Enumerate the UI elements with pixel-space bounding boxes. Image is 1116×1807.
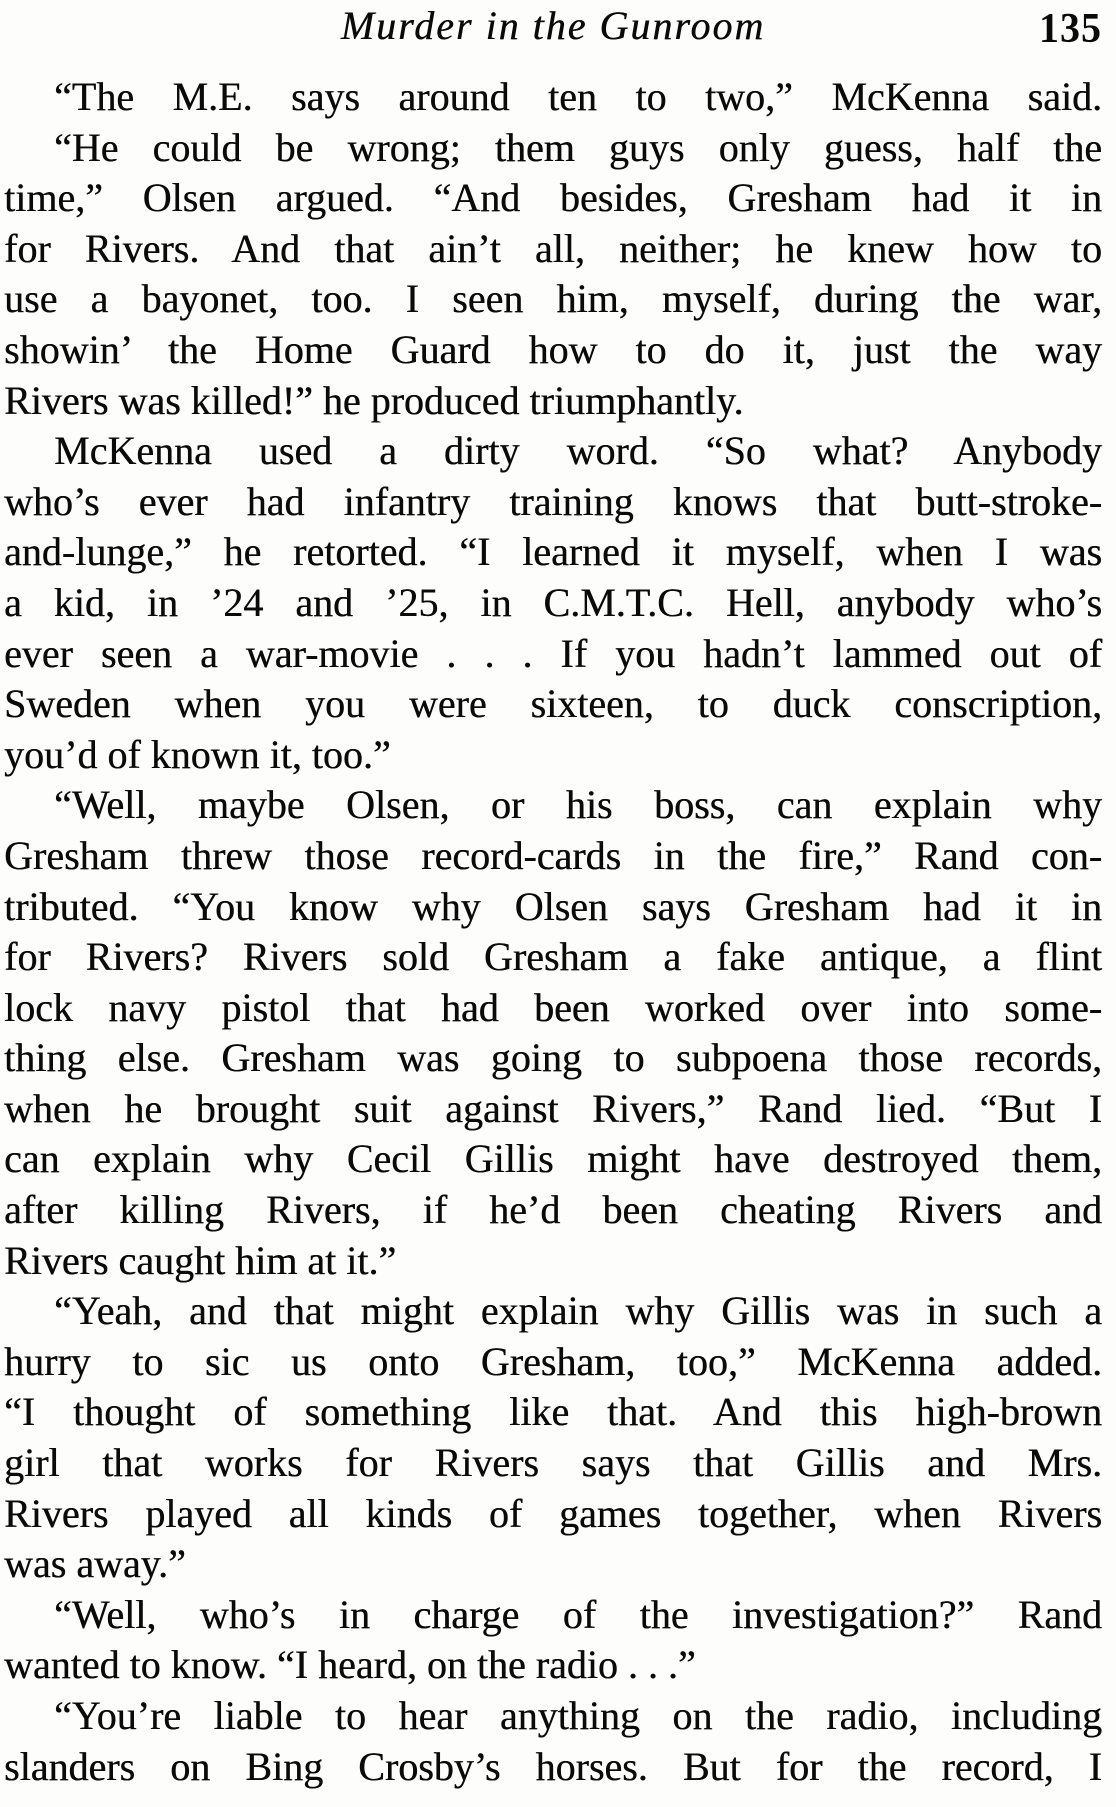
text-line: Sweden when you were sixteen, to duck conscription, [4, 681, 1102, 727]
page-number: 135 [1039, 4, 1102, 52]
text-line: Rivers was killed!” he produced triumphantly. [4, 377, 744, 423]
text-line: hurry to sic us onto Gresham, too,” McKenna added. [4, 1338, 1102, 1384]
text-line: “He could be wrong; them guys only guess, half the [54, 124, 1102, 170]
text-line: ever seen a war-movie . . . If you hadn’t lammed out of [4, 630, 1102, 676]
text-line: “The M.E. says around ten to two,” McKenna said. [54, 74, 1102, 119]
text-line: use a bayonet, too. I seen him, myself, during the war, [4, 276, 1102, 322]
body-text [4, 72, 1102, 1792]
page-header [4, 0, 1102, 56]
text-line: tributed. “You know why Olsen says Gresham had it in [4, 883, 1102, 929]
text-line: was away.” [4, 1541, 186, 1587]
text-line: can explain why Cecil Gillis might have destroyed them, [4, 1136, 1102, 1182]
text-line: time,” Olsen argued. “And besides, Gresham had it in [4, 175, 1102, 221]
text-line: “I thought of something like that. And this high-brown [4, 1389, 1102, 1435]
text-line: you’d of known it, too.” [4, 731, 391, 777]
text-line: for Rivers? Rivers sold Gresham a fake antique, a flint [4, 934, 1102, 980]
text-line: for Rivers. And that ain’t all, neither; he knew how to [4, 225, 1102, 271]
text-line: Rivers played all kinds of games together, when Rivers [4, 1490, 1102, 1536]
text-line: “You’re liable to hear anything on the radio, including [54, 1693, 1102, 1738]
text-line: “Well, maybe Olsen, or his boss, can explain why [54, 782, 1102, 828]
text-line: slanders on Bing Crosby’s horses. But for the record, I [4, 1743, 1102, 1789]
text-line: girl that works for Rivers says that Gillis and Mrs. [4, 1440, 1102, 1486]
running-title: Murder in the Gunroom [340, 3, 766, 48]
text-line: thing else. Gresham was going to subpoena those records, [4, 1035, 1102, 1081]
text-line: “Well, who’s in charge of the investigation?” Rand [54, 1591, 1102, 1637]
text-line: who’s ever had infantry training knows that butt-stroke- [4, 478, 1102, 524]
text-line: when he brought suit against Rivers,” Rand lied. “But I [4, 1085, 1102, 1131]
text-line: “Yeah, and that might explain why Gillis was in such a [54, 1288, 1102, 1334]
text-line: McKenna used a dirty word. “So what? Anybody [54, 428, 1102, 474]
text-line: wanted to know. “I heard, on the radio . . .” [4, 1642, 696, 1688]
text-line: Gresham threw those record-cards in the fire,” Rand con- [4, 832, 1102, 878]
text-line: lock navy pistol that had been worked over into some- [4, 984, 1102, 1030]
text-line: and-lunge,” he retorted. “I learned it myself, when I was [4, 529, 1102, 575]
text-line: a kid, in ’24 and ’25, in C.M.T.C. Hell, anybody who’s [4, 579, 1102, 625]
text-line: showin’ the Home Guard how to do it, just the way [4, 326, 1102, 372]
text-line: after killing Rivers, if he’d been cheating Rivers and [4, 1187, 1102, 1233]
text-line: Rivers caught him at it.” [4, 1237, 397, 1283]
